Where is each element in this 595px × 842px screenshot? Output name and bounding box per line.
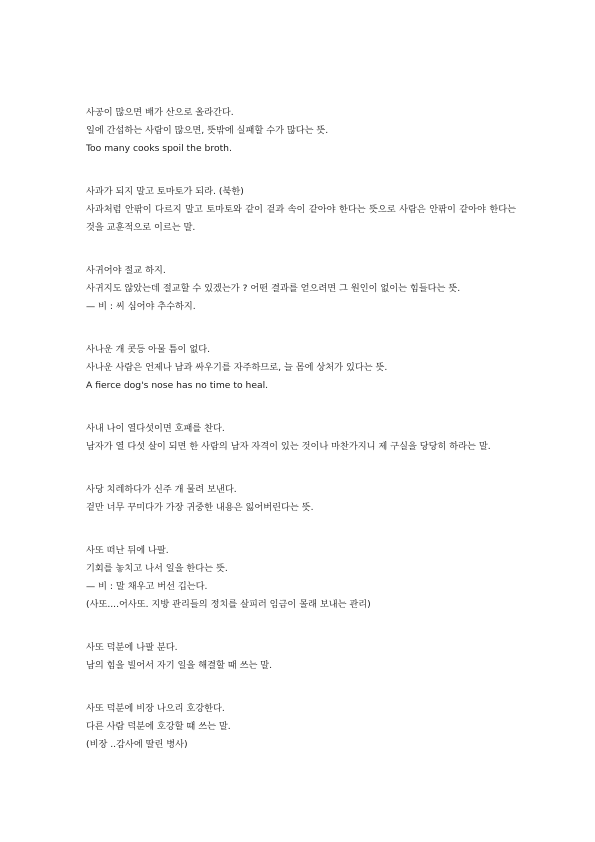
proverb-note: (비장 ..감사에 딸린 병사) xyxy=(86,739,188,750)
proverb-title: 사또 떠난 뒤에 나팔. xyxy=(86,545,169,556)
proverb-meaning: 남의 힘을 빌어서 자기 일을 해결할 때 쓰는 말. xyxy=(86,660,273,671)
proverb-entry xyxy=(86,183,516,237)
proverb-meaning: 사귀지도 않았는데 절교할 수 있겠는가 ? 어떤 결과를 얻으려면 그 원인이 없이는 힘들다는 뜻. xyxy=(86,283,461,294)
proverb-entry xyxy=(86,639,516,675)
proverb-note: (사또....어사또. 지방 관리들의 정치를 살피러 임금이 몰래 보내는 관리) xyxy=(86,599,371,610)
proverb-meaning: 사나운 사람은 언제나 남과 싸우기를 자주하므로, 늘 몸에 상처가 있다는 뜻. xyxy=(86,362,388,373)
proverb-entry xyxy=(86,341,516,395)
proverb-title: 사또 덕분에 비장 나으리 호강한다. xyxy=(86,703,225,714)
proverb-meaning: 사과처럼 안팎이 다르지 말고 토마토와 같이 겉과 속이 같아야 한다는 뜻으로 사람은 안팎이 같아야 한다는 것을 교훈적으로 이르는 말. xyxy=(86,204,516,233)
proverb-entry xyxy=(86,104,516,158)
proverb-meaning: 기회를 놓치고 나서 일을 한다는 뜻. xyxy=(86,563,228,574)
proverb-meaning: 남자가 열 다섯 살이 되면 한 사람의 남자 자격이 있는 것이나 마찬가지니 제 구실을 당당히 하라는 말. xyxy=(86,441,491,452)
proverb-meaning: 겉만 너무 꾸미다가 가장 귀중한 내용은 잃어버린다는 뜻. xyxy=(86,502,314,513)
proverb-title: 사당 치레하다가 신주 개 물려 보낸다. xyxy=(86,484,237,495)
proverb-english: Too many cooks spoil the broth. xyxy=(86,143,232,154)
proverb-similar: — 비 : 씨 심어야 추수하지. xyxy=(86,301,196,312)
proverb-title: 사나운 개 콧등 아물 틈이 없다. xyxy=(86,344,211,355)
proverb-title: 사또 덕분에 나팔 분다. xyxy=(86,642,178,653)
proverb-entry xyxy=(86,420,516,456)
proverb-entry xyxy=(86,481,516,517)
proverb-title: 사공이 많으면 배가 산으로 올라간다. xyxy=(86,107,234,118)
proverb-english: A fierce dog's nose has no time to heal. xyxy=(86,380,269,391)
proverb-entry xyxy=(86,262,516,316)
proverb-entry xyxy=(86,700,516,754)
proverb-meaning: 일에 간섭하는 사람이 많으면, 뜻밖에 실패할 수가 많다는 뜻. xyxy=(86,125,329,136)
proverb-entry xyxy=(86,542,516,614)
proverb-title: 사내 나이 열다섯이면 호패를 찬다. xyxy=(86,423,225,434)
proverb-meaning: 다른 사람 덕분에 호강할 때 쓰는 말. xyxy=(86,721,231,732)
proverb-list xyxy=(86,104,516,779)
proverb-title: 사과가 되지 말고 토마토가 되라. (북한) xyxy=(86,186,244,197)
proverb-title: 사귀어야 절교 하지. xyxy=(86,265,166,276)
proverb-similar: — 비 : 말 채우고 버선 깁는다. xyxy=(86,581,208,592)
